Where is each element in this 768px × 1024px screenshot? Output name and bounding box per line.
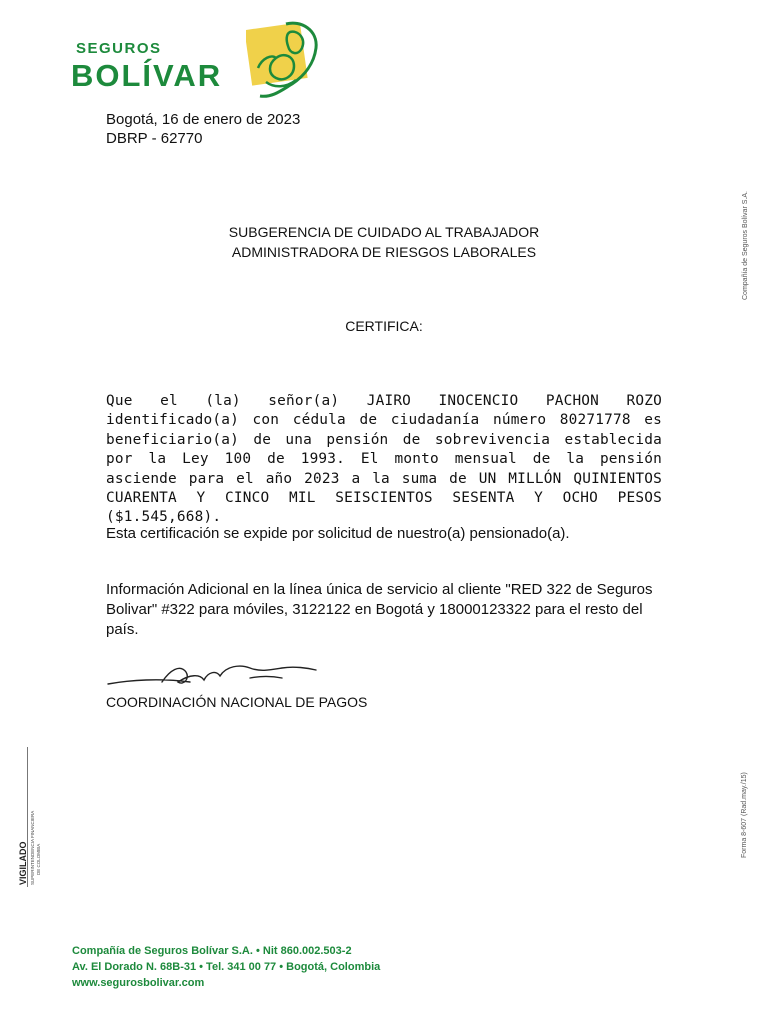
footer-website-link[interactable]: www.segurosbolivar.com xyxy=(72,977,205,989)
superintendencia-label: SUPERINTENDENCIA FINANCIERA xyxy=(30,810,35,885)
de-colombia-label: DE COLOMBIA xyxy=(36,843,41,875)
request-paragraph: Esta certificación se expide por solicitud de nuestro(a) pensionado(a). xyxy=(106,525,570,542)
logo-text-bolivar: BOLÍVAR xyxy=(71,58,223,93)
document-date: Bogotá, 16 de enero de 2023 xyxy=(106,111,301,128)
footer-address-line: Av. El Dorado N. 68B-31 • Tel. 341 00 77 • Bogotá, Colombia xyxy=(72,961,381,973)
side-form-text: Forma 8-607 (Rad.may./15) xyxy=(741,772,748,858)
vigilado-label: VIGILADO xyxy=(18,841,28,885)
certification-paragraph: Que el (la) señor(a) JAIRO INOCENCIO PACHON ROZO identificado(a) con cédula de ciudadanía número 80271778 es beneficiario(a) de una pensión de sobrevivencia establecida por la Ley 100 de 1993. El monto mensual de la pensión asciende para el año 2023 a la suma de UN MILLÓN QUINIENTOS CUARENTA Y CINCO MIL SEISCIENTOS SESENTA Y OCHO PESOS ($1.545,668). xyxy=(106,393,662,526)
seguros-bolivar-logo xyxy=(68,18,328,102)
handwritten-signature xyxy=(100,652,330,694)
heading-certifica: CERTIFICA: xyxy=(345,318,423,334)
document-reference: DBRP - 62770 xyxy=(106,130,203,147)
side-company-text: Compañía de Seguros Bolívar S.A. xyxy=(742,191,749,300)
heading-administradora: ADMINISTRADORA DE RIESGOS LABORALES xyxy=(231,244,537,260)
heading-subgerencia: SUBGERENCIA DE CUIDADO AL TRABAJADOR xyxy=(228,224,540,240)
contact-paragraph: Información Adicional en la línea única de servicio al cliente "RED 322 de Seguros Bolivar" #322 para móviles, 3122122 en Bogotá y 18000123322 para el resto del país. xyxy=(106,581,653,638)
logo-mother-child-icon xyxy=(246,18,326,102)
footer-company-line: Compañía de Seguros Bolívar S.A. • Nit 860.002.503-2 xyxy=(72,945,352,957)
vigilado-stamp xyxy=(16,735,46,895)
signatory-role: COORDINACIÓN NACIONAL DE PAGOS xyxy=(106,694,368,710)
logo-text-seguros: SEGUROS xyxy=(76,40,162,57)
